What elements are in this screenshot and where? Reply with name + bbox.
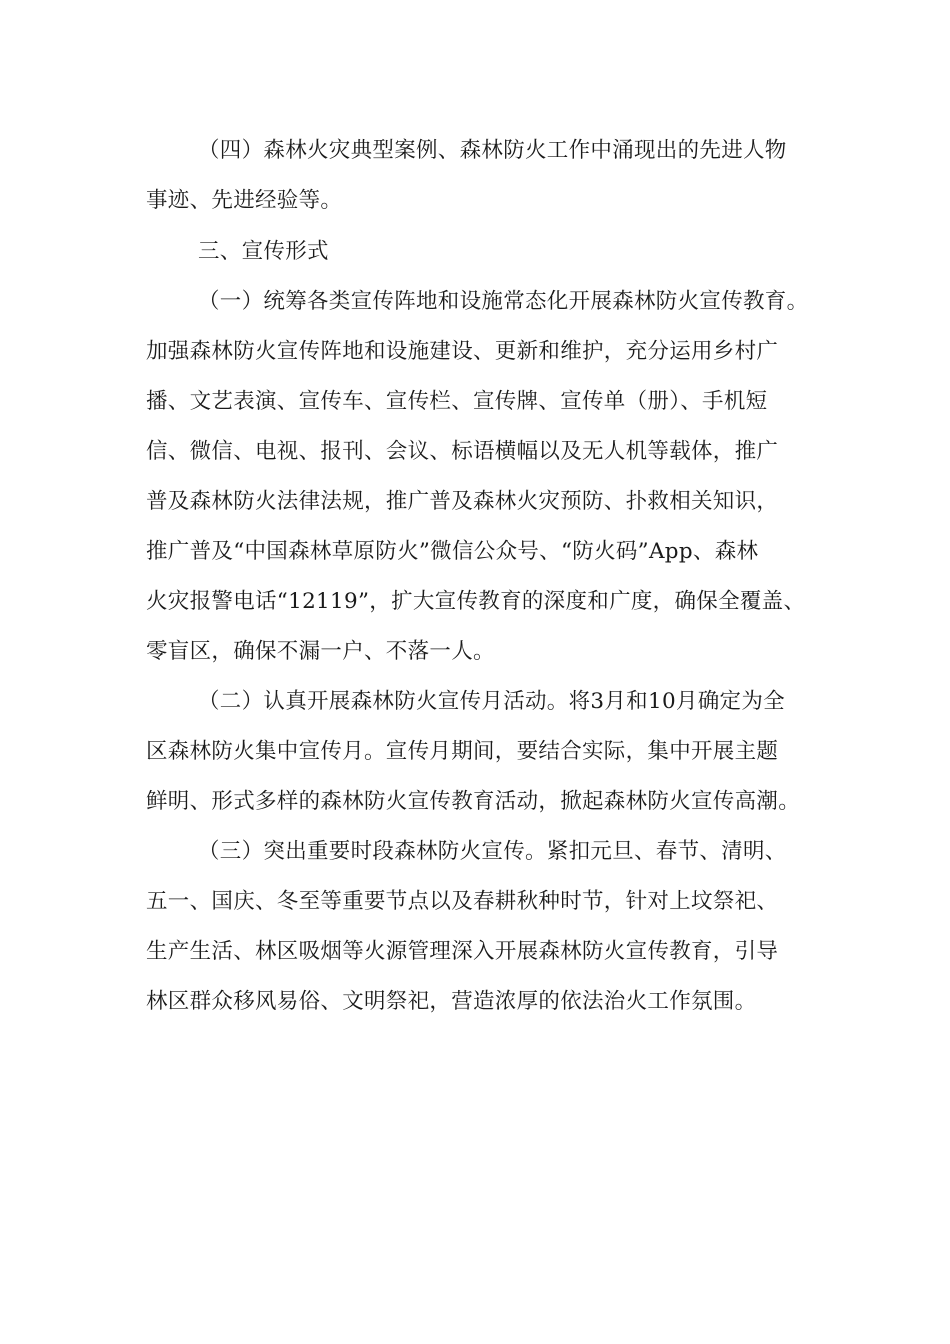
paragraph-1-line-8: 零盲区，确保不漏一户、不落一人。	[146, 639, 495, 664]
paragraph-1-line-4: 信、微信、电视、报刊、会议、标语横幅以及无人机等载体，推广	[146, 439, 779, 464]
paragraph-4-line-1: （四）森林火灾典型案例、森林防火工作中涌现出的先进人物	[198, 138, 787, 163]
paragraph-4-line-2: 事迹、先进经验等。	[146, 188, 343, 213]
paragraph-1-line-3: 播、文艺表演、宣传车、宣传栏、宣传牌、宣传单（册）、手机短	[146, 389, 768, 414]
paragraph-2-line-3: 鲜明、形式多样的森林防火宣传教育活动，掀起森林防火宣传高潮。	[146, 789, 801, 814]
paragraph-1-line-6: 推广普及“中国森林草原防火”微信公众号、“防火码”App、森林	[146, 539, 759, 564]
paragraph-2-line-2: 区森林防火集中宣传月。宣传月期间，要结合实际，集中开展主题	[146, 739, 779, 764]
paragraph-1-line-7: 火灾报警电话“12119”，扩大宣传教育的深度和广度，确保全覆盖、	[146, 589, 806, 614]
paragraph-3-line-3: 生产生活、林区吸烟等火源管理深入开展森林防火宣传教育，引导	[146, 939, 779, 964]
paragraph-3-line-4: 林区群众移风易俗、文明祭祀，营造浓厚的依法治火工作氛围。	[146, 989, 757, 1014]
paragraph-2-line-1: （二）认真开展森林防火宣传月活动。将3月和10月确定为全	[198, 689, 785, 714]
paragraph-1-line-2: 加强森林防火宣传阵地和设施建设、更新和维护，充分运用乡村广	[146, 339, 779, 364]
paragraph-3-line-1: （三）突出重要时段森林防火宣传。紧扣元旦、春节、清明、	[198, 839, 787, 864]
paragraph-1-line-5: 普及森林防火法律法规，推广普及森林火灾预防、扑救相关知识，	[146, 489, 779, 514]
paragraph-3-line-2: 五一、国庆、冬至等重要节点以及春耕秋种时节，针对上坟祭祀、	[146, 889, 779, 914]
paragraph-1-line-1: （一）统筹各类宣传阵地和设施常态化开展森林防火宣传教育。	[198, 289, 809, 314]
section-heading-promotion-forms: 三、宣传形式	[198, 239, 329, 264]
